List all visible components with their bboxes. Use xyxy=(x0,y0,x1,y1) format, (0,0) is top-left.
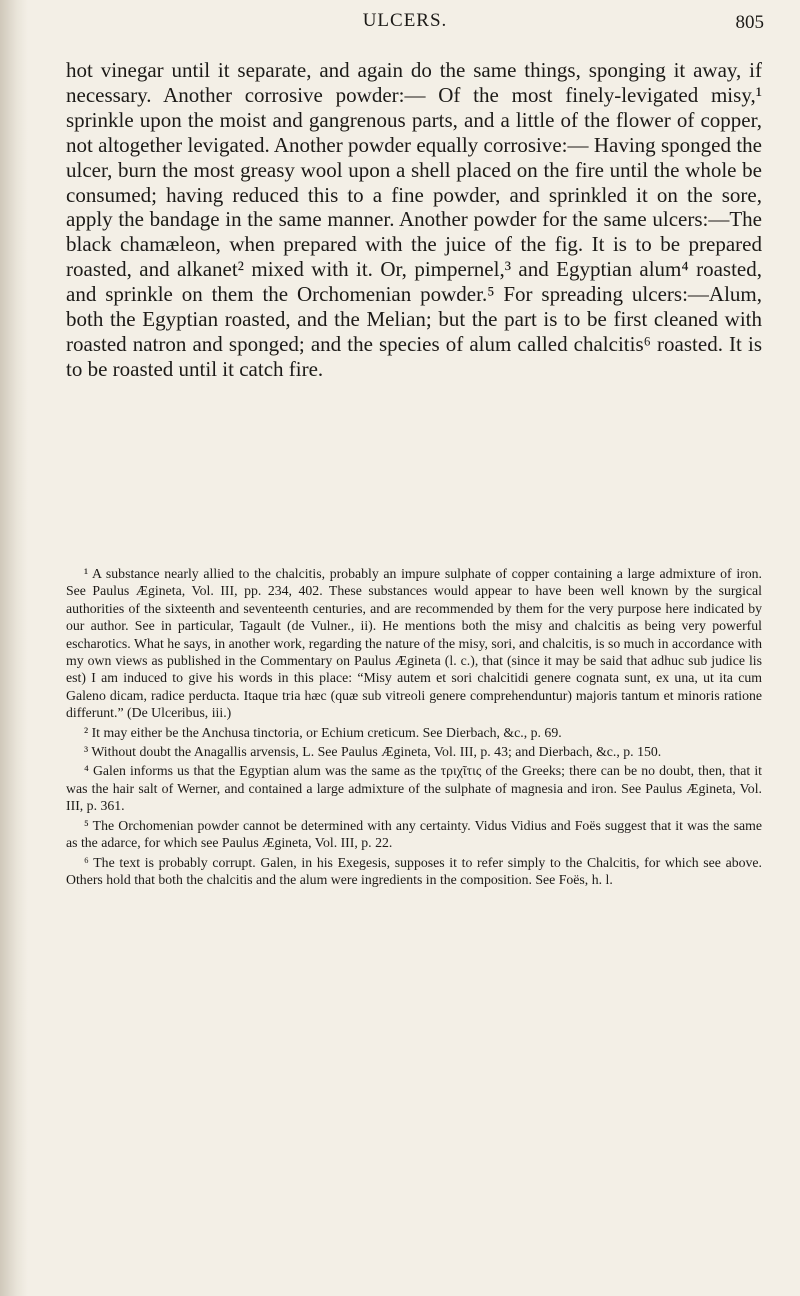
footnote-3: ³ Without doubt the Anagallis arvensis, L. See Paulus Ægineta, Vol. III, p. 43; and Dierbach, &c., p. 150. xyxy=(84,744,662,760)
footnote-1: ¹ A substance nearly allied to the chalcitis, probably an impure sulphate of copper containing a large admixture of iron. See Paulus Ægineta, Vol. III, pp. 234, 402. These substances would appear to have been well known by the surgical authorities of the sixteenth and seventeenth centuries, and are recommended by them for the very purpose here indicated by our author. See in particular, Tagault (de Vulner., ii). He mentions both the misy and chalcitis as being very powerful escharotics. What he says, in another work, regarding the nature of the misy, sori, and chalcitis, is so much in accordance with my own views as published in the Commentary on Paulus Ægineta (l. c.), that (since it may be said that adhuc sub judice lis est) I am induced to give his words in this place: “Misy autem et sori chalcitidi genere cognata sunt, ex una, ut ita cum Galeno dicam, radice perducta. Itaque tria hæc (quæ sub vitreoli genere comprehenduntur) majoris tantum et minoris ratione differunt.” (De Ulceribus, iii.) xyxy=(66,566,762,721)
main-paragraph: hot vinegar until it separate, and again do the same things, sponging it away, if necessary. Another corrosive powder:— Of the most finely-levigated misy,¹ sprinkle upon the moist and gangrenous parts, and a little of the flower of copper, not altogether levigated. Another powder equally corrosive:— Having sponged the ulcer, burn the most greasy wool upon a shell placed on the fire until the whole be consumed; having reduced this to a fine powder, and sprinkled it on the sore, apply the bandage in the same manner. Another powder for the same ulcers:—The black chamæleon, when prepared with the juice of the fig. It is to be prepared roasted, and alkanet² mixed with it. Or, pimpernel,³ and Egyptian alum⁴ roasted, and sprinkle on them the Orchomenian powder.⁵ For spreading ulcers:—Alum, both the Egyptian roasted, and the Melian; but the part is to be first cleaned with roasted natron and sponged; and the species of alum called chalcitis⁶ roasted. It is to be roasted until it catch fire. xyxy=(66,58,762,381)
running-title: ULCERS. xyxy=(362,10,448,31)
footnote-6: ⁶ The text is probably corrupt. Galen, in his Exegesis, supposes it to refer simply to the Chalcitis, for which see above. Others hold that both the chalcitis and the alum were ingredients in the composition. See Foës, h. l. xyxy=(66,854,762,887)
footnote-2: ² It may either be the Anchusa tinctoria, or Echium creticum. See Dierbach, &c., p. 69. xyxy=(84,724,562,740)
footnote-4: ⁴ Galen informs us that the Egyptian alum was the same as the τριχῖτις of the Greeks; there can be no doubt, then, that it was the hair salt of Werner, and contained a large admixture of the sulphate of magnesia and iron. See Paulus Ægineta, Vol. III, p. 361. xyxy=(66,763,762,814)
page-number: 805 xyxy=(735,12,764,33)
footnote-5: ⁵ The Orchomenian powder cannot be determined with any certainty. Vidus Vidius and Foës suggest that it was the same as the adarce, for which see Paulus Ægineta, Vol. III, p. 22. xyxy=(66,817,762,851)
page-binding-shadow xyxy=(0,0,28,1296)
footnotes xyxy=(66,565,762,890)
page-header xyxy=(0,10,800,40)
